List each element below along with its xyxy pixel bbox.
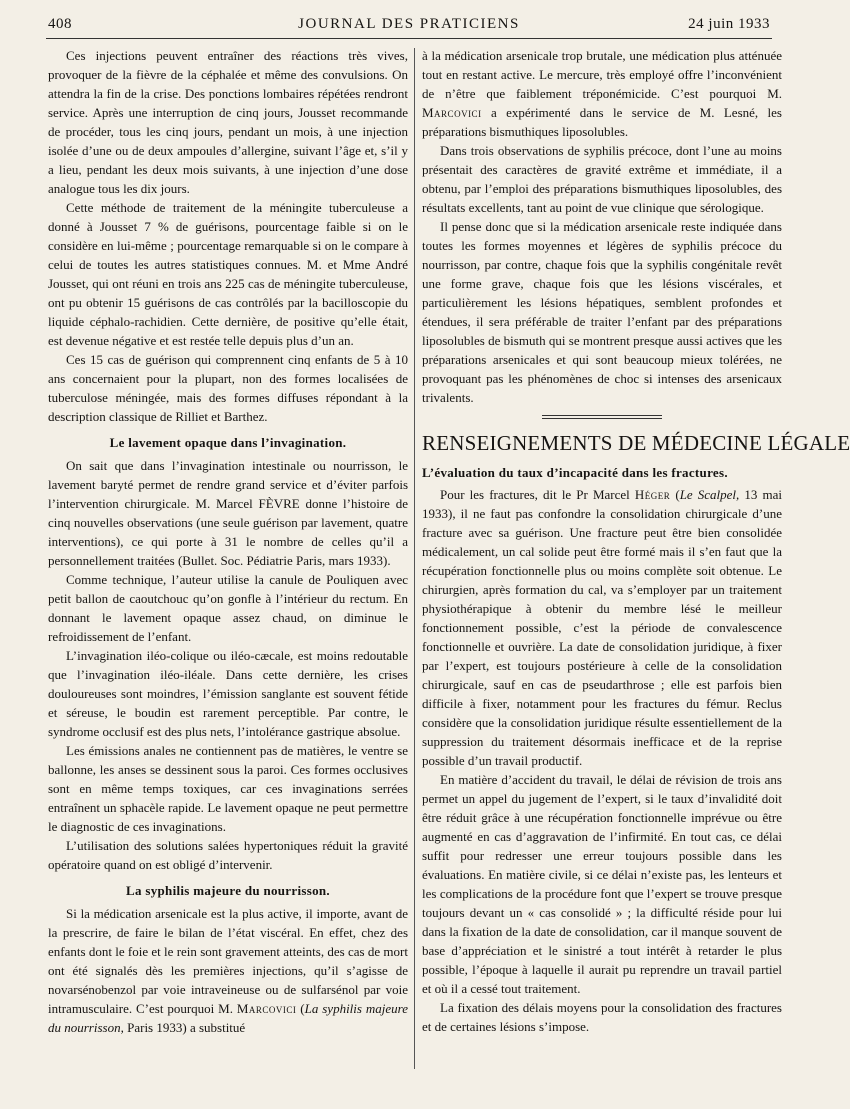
section-title: RENSEIGNEMENTS DE MÉDECINE LÉGALE [422,431,850,455]
text-run: Pour les fractures, dit le Pr Marcel [440,487,635,502]
paragraph: Les émissions anales ne contiennent pas de matières, le ventre se ballonne, les anses se dessinent sous la paroi. Ces formes occlusives sont en même temps toxiques, car ces invaginations serrées entraînent un sphacèle rapide. Le lavement opaque ne peut permettre le diagnostic de ces invaginations. [48,743,408,834]
text-run: ( [296,1001,305,1016]
paragraph: En matière d’accident du travail, le délai de révision de trois ans permet un appel du jugement de l’expert, si le taux d’invalidité doit être réduit grâce à une récupération fonctionnelle imprévue ou être augmenté en cas d’aggravation de l’infirmité. En tout cas, ce délai suffit pour redresser une erreur toujours possible dans les évaluations. En matière civile, si ce délai n’existe pas, les lenteurs et les complications de la procédure font que l’expert se trouve presque toujours devant un « cas consolidé » ; la difficulté réside pour lui dans la fixation de la date de consolidation, car il manque souvent de base d’appréciation et le sinistré a tout intérêt à retarder le plus possible, l’époque à laquelle il aurait pu reprendre un travail partiel et où il a cessé tout traitement. [422,772,782,996]
text-run: Si la médication arsenicale est la plus active, il importe, avant de la prescrire, de faire le bilan de l’état viscéral. En effet, chez des enfants dont le foie et le rein sont gravement atteints, des cas de mort ont été signalés dès les premières injections, qu’il s’agisse de novarsénobenzol par voie intraveineuse ou de sulfarsénol par voie intramusculaire. C’est pourquoi M. [48,906,408,1016]
paragraph [422,46,782,141]
paragraph [48,904,408,1037]
journal-title: JOURNAL DES PRATICIENS [298,16,520,32]
article-heading-syphilis: La syphilis majeure du nourrisson. [126,883,330,898]
paragraph: Dans trois observations de syphilis précoce, dont l’une au moins présentait des caractères de gravité extrême et immédiate, il a obtenu, par l’emploi des préparations bismuthiques liposolubles, des résultats excellents, tant au point de vue clinique que sérologique. [422,143,782,215]
paragraph: La fixation des délais moyens pour la consolidation des fractures et de certaines lésions s’impose. [422,1000,782,1034]
paragraph: Comme technique, l’auteur utilise la canule de Pouliquen avec petit ballon de caoutchouc qu’on gonfle à l’intérieur du rectum. En donnant le lavement opaque assez chaud, on diminue le refroidissement de l’enfant. [48,572,408,644]
author-name: Marcovici [236,1001,297,1016]
text-run: a expérimenté dans le service de M. Lesné, les préparations bismuthiques liposolubles. [422,105,782,139]
paragraph: On sait que dans l’invagination intestinale ou nourrisson, le lavement baryté permet de rendre grand service et d’éviter parfois l’intervention chirurgicale. M. Marcel FÈVRE donne l’histoire de cinq nouvelles observations (une seule guérison par lavement, quatre interventions), ce qui porte à 31 le nombre de celles qu’il a personnellement traitées (Bullet. Soc. Pédiatrie Paris, mars 1933). [48,458,408,568]
paragraph: Cette méthode de traitement de la méningite tuberculeuse a donné à Jousset 7 % de guérisons, pourcentage faible si on le considère en lui-même ; pourcentage remarquable si on le compare à celui de toutes les autres statistiques connues. M. et Mme André Jousset, qui ont réuni en trois ans 225 cas de méningite tuberculeuse, ont pu obtenir 15 guérisons de cas contrôlés par la bacilloscopie du liquide céphalo-rachidien. Cette dernière, de positive qu’elle était, est devenue négative et est restée telle depuis plus d’un an. [48,200,408,348]
header-rule [46,38,772,39]
paragraph: Ces injections peuvent entraîner des réactions très vives, provoquer de la fièvre de la céphalée et même des convulsions. On attendra la fin de la crise. Des ponctions lombaires répétées rendront service. Après une interruption de cinq jours, Jousset recommande de procéder, tous les cinq jours, pendant un mois, à une injection isolée d’une ou de deux ampoules d’allergine, suivant l’âge et, s’il y a lieu, pendant les deux mois suivants, à une injection d’une dose analogue tous les dix jours. [48,48,408,196]
paragraph: Il pense donc que si la médication arsenicale reste indiquée dans toutes les formes moyennes et légères de syphilis précoce du nourrisson, par contre, chaque fois que la syphilis congénitale revêt une forme grave, chaque fois que les lésions viscérales, et particulièrement les lésions hépatiques, semblent profondes et étendues, il sera préférable de traiter l’enfant par des préparations liposolubles de bismuth qui se montrent presque aussi actives que les préparations arsenicales et qui sont beaucoup mieux tolérées, ne provoquant pas les phénomènes de choc si intenses des arsenicaux trivalents. [422,219,782,405]
paragraph: Ces 15 cas de guérison qui comprennent cinq enfants de 5 à 10 ans concernaient pour la plupart, non des formes localisées de tuberculose méningée, mais des formes diffuses répondant à la description classique de Rilliet et Barthez. [48,352,408,424]
paragraph: L’invagination iléo-colique ou iléo-cæcale, est moins redoutable que l’invagination iléo-iléale. Dans cette dernière, les crises douloureuses sont moindres, l’émission sanglante est souvent fétide et séreuse, le boudin est rarement perceptible. Par contre, le syndrome occlusif est des plus nets, l’intolérance gastrique absolue. [48,648,408,739]
issue-date: 24 juin 1933 [688,16,770,32]
column-divider [414,48,415,1069]
text-run: 13 mai 1933), il ne faut pas confondre la consolidation chirurgicale d’une fracture avec sa guérison. Une fracture peut être bien consolidée médicalement, un cal solide peut être formé mais il s’en faut que la récupération fonctionnelle plus ou moins complète soit obtenue. Le chirurgien, après formation du cal, va s’employer par un traitement physiothérapique à obtenir du membre lésé le meilleur fonctionnement possible, c’est la période de convalescence fonctionnelle et ouvrière. La date de consolidation juridique, à fixer par l’expert, est toujours postérieure à celle de la consolidation chirurgicale, sauf en cas de pseudarthrose ; elle est parfois bien difficile à fixer, notamment pour les fractures du fémur. Reclus considère que la consolidation juridique résulte essentiellement de la suppression du traitement désormais inefficace et de la reprise possible d’un travail productif. [422,487,782,768]
cited-source: Le Scalpel, [679,487,740,502]
paragraph [422,485,782,770]
right-column [422,46,850,1036]
text-run: ( [670,487,680,502]
author-name: Héger [634,487,671,502]
author-name: Marcovici [422,105,482,120]
article-heading-lavement: Le lavement opaque dans l’invagination. [109,435,347,450]
page-header [48,12,770,38]
article-heading-fractures: L’évaluation du taux d’incapacité dans les fractures. [422,465,728,480]
paragraph: L’utilisation des solutions salées hypertoniques réduit la gravité opératoire quand on est obligé d’intervenir. [48,838,408,872]
text-run: à la médication arsenicale trop brutale, une médication plus atténuée tout en restant active. Le mercure, très employé offre l’inconvénient de n’être que faiblement tréponémicide. C’est pourquoi M. [422,48,782,101]
left-column [48,46,408,1037]
section-separator [422,415,782,421]
cited-title: La syphilis majeure du nourrisson, [48,1001,408,1035]
text-run: Paris 1933) a substitué [123,1020,246,1035]
page-number: 408 [48,16,72,32]
